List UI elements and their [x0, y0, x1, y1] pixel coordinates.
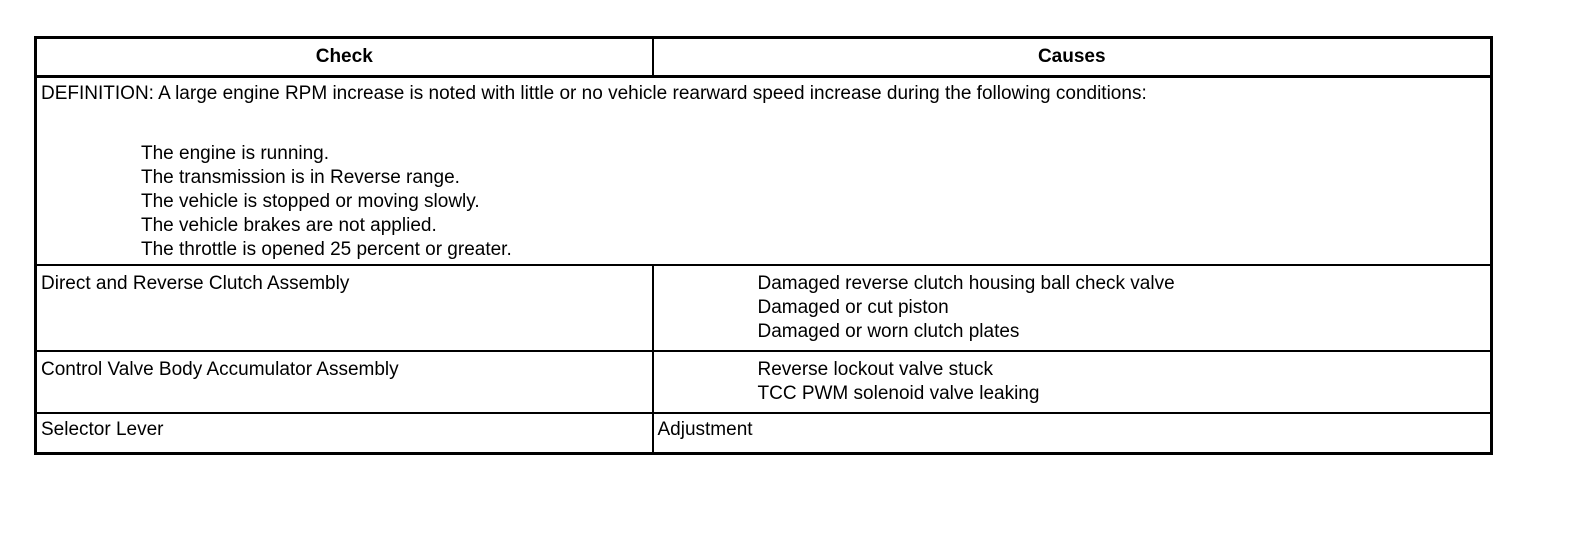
definition-cell [36, 77, 1492, 266]
cause-item: Damaged or worn clutch plates [757, 321, 1020, 342]
cause-item: Damaged reverse clutch housing ball check valve [757, 273, 1175, 294]
condition-item: The engine is running. [141, 143, 330, 164]
causes-list [658, 272, 1487, 344]
table-row [36, 265, 1492, 351]
cause-item: Reverse lockout valve stuck [757, 359, 993, 380]
causes-list [658, 358, 1487, 406]
causes-cell [653, 265, 1492, 351]
causes-column-header: Causes [653, 38, 1492, 77]
cause-item: Damaged or cut piston [757, 297, 949, 318]
table-row [36, 351, 1492, 413]
table-row [36, 413, 1492, 454]
definition-text: DEFINITION: A large engine RPM increase is noted with little or no vehicle rearward speed increase during the following conditions: [41, 83, 1147, 104]
condition-item: The vehicle brakes are not applied. [141, 215, 437, 236]
condition-item: The transmission is in Reverse range. [141, 167, 460, 188]
definition-row [36, 77, 1492, 266]
header-row [36, 38, 1492, 77]
causes-cell [653, 351, 1492, 413]
diagnostic-table [34, 36, 1493, 455]
check-cell: Selector Lever [36, 413, 653, 454]
causes-cell: Adjustment [653, 413, 1492, 454]
condition-item: The throttle is opened 25 percent or greater. [141, 239, 512, 260]
cause-item: TCC PWM solenoid valve leaking [757, 383, 1040, 404]
conditions-list [41, 142, 1486, 262]
check-cell: Direct and Reverse Clutch Assembly [36, 265, 653, 351]
condition-item: The vehicle is stopped or moving slowly. [141, 191, 480, 212]
check-cell: Control Valve Body Accumulator Assembly [36, 351, 653, 413]
check-column-header: Check [36, 38, 653, 77]
